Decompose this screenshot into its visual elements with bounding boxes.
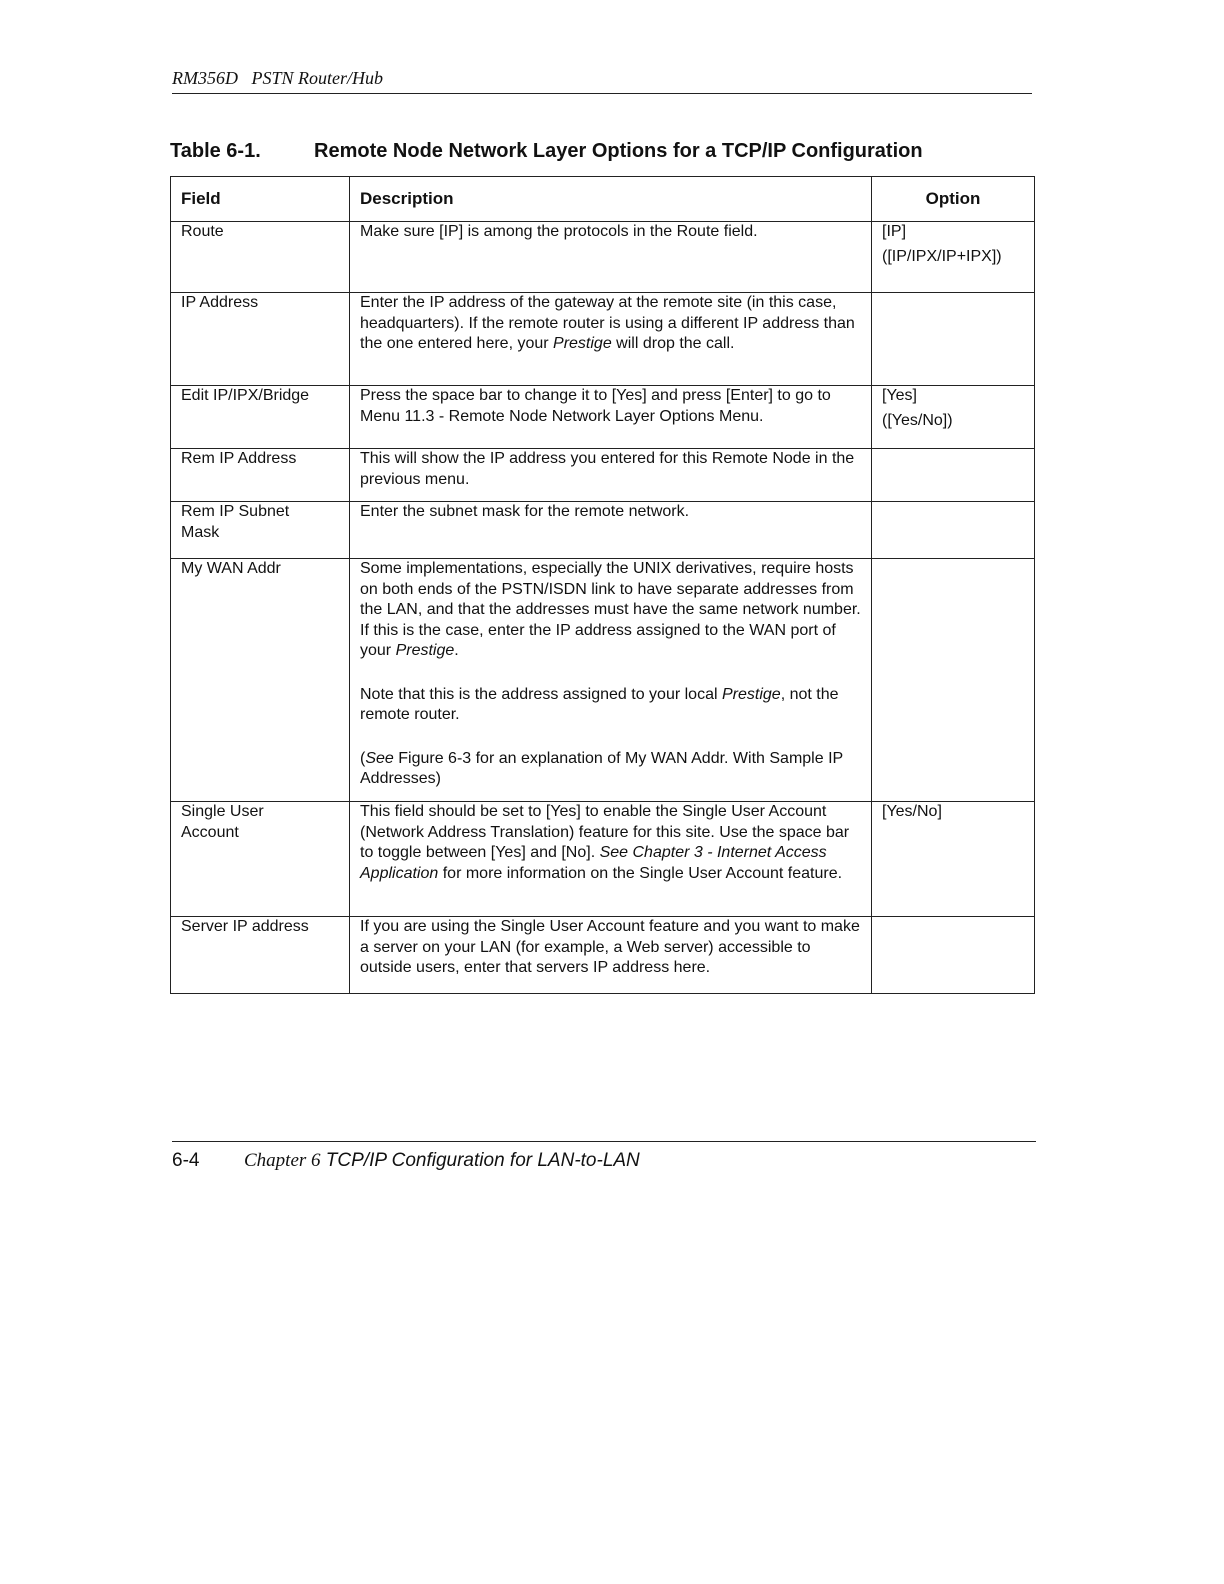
description-text: This field should be set to [Yes] to enable the Single User Account (Network Address Translation) feature for this site. Use the space bar to toggle between [Yes] and [No]. <box>360 803 850 861</box>
running-header: RM356D PSTN Router/Hub <box>172 68 383 88</box>
description-cell: Press the space bar to change it to [Yes] and press [Enter] to go to Menu 11.3 - Remote Node Network Layer Options Menu. <box>350 386 872 449</box>
description-text: will drop the call. <box>611 335 735 352</box>
see-reference: See <box>365 749 394 767</box>
chapter-title: TCP/IP Configuration for LAN-to-LAN <box>320 1150 640 1171</box>
description-text: ( <box>360 749 366 767</box>
field-label-line: Single User <box>181 803 264 820</box>
field-cell <box>171 802 350 917</box>
option-value: [IP] <box>882 223 907 240</box>
column-header-field: Field <box>171 177 350 222</box>
table-row <box>171 386 1035 449</box>
table-title: Remote Node Network Layer Options for a TCP/IP Configuration <box>314 140 923 162</box>
option-cell <box>872 559 1035 802</box>
field-label-line: Mask <box>181 523 220 541</box>
table-caption <box>170 140 923 163</box>
product-name: Prestige <box>395 642 455 659</box>
option-cell: [Yes/No] <box>872 802 1035 917</box>
description-cell <box>350 802 872 917</box>
option-cell <box>872 502 1035 559</box>
field-label-line: Account <box>181 823 239 841</box>
description-text: . <box>454 642 459 659</box>
footer-rule <box>172 1141 1036 1142</box>
chapter-reference: See Chapter 3 - Internet Access Application <box>360 844 827 882</box>
chapter-label: Chapter 6 <box>244 1150 321 1171</box>
option-cell <box>872 917 1035 994</box>
description-cell <box>350 559 872 802</box>
description-cell <box>350 293 872 386</box>
option-cell <box>872 449 1035 502</box>
option-cell <box>872 386 1035 449</box>
field-cell: IP Address <box>171 293 350 386</box>
column-header-option: Option <box>872 177 1035 222</box>
header-rule <box>172 93 1032 94</box>
field-label-line: Rem IP Subnet <box>181 503 290 520</box>
description-cell: If you are using the Single User Account feature and you want to make a server on your LAN (for example, a Web server) accessible to outside users, enter that servers IP address here. <box>350 917 872 994</box>
field-cell <box>171 502 350 559</box>
option-cell <box>872 293 1035 386</box>
field-cell: Rem IP Address <box>171 449 350 502</box>
options-table <box>170 176 1035 994</box>
page-footer <box>172 1150 640 1172</box>
description-cell: Make sure [IP] is among the protocols in the Route field. <box>350 222 872 293</box>
table-row <box>171 293 1035 386</box>
description-text: , not the remote router. <box>360 685 839 723</box>
page-number: 6-4 <box>172 1150 200 1171</box>
table-header-row <box>171 177 1035 222</box>
table-number: Table 6-1. <box>170 140 261 162</box>
description-text: Some implementations, especially the UNIX derivatives, require hosts on both ends of the PSTN/ISDN link to have separate addresses from the LAN, and that the addresses must have the same network number. If this is the case, enter the IP address assigned to the WAN port of your <box>360 560 861 659</box>
table-row <box>171 502 1035 559</box>
field-cell: Route <box>171 222 350 293</box>
table-row <box>171 449 1035 502</box>
field-cell: My WAN Addr <box>171 559 350 802</box>
description-text: Figure 6-3 for an explanation of My WAN Addr. With Sample IP Addresses) <box>360 749 843 787</box>
table-row <box>171 802 1035 917</box>
option-value: [Yes] <box>882 387 917 404</box>
description-cell: This will show the IP address you entered for this Remote Node in the previous menu. <box>350 449 872 502</box>
description-paragraph <box>360 559 861 662</box>
product-name: Prestige <box>721 685 781 703</box>
table-row <box>171 559 1035 802</box>
field-cell: Edit IP/IPX/Bridge <box>171 386 350 449</box>
option-choices: ([Yes/No]) <box>882 411 953 429</box>
description-text: Note that this is the address assigned to your local <box>360 685 722 703</box>
table-row <box>171 917 1035 994</box>
description-text: for more information on the Single User Account feature. <box>438 864 843 882</box>
product-name: Prestige <box>553 335 612 352</box>
description-text: Enter the IP address of the gateway at the remote site (in this case, headquarters). If the remote router is using a different IP address than the one entered here, your <box>360 294 855 352</box>
table-row <box>171 222 1035 293</box>
description-paragraph <box>360 685 861 726</box>
option-cell <box>872 222 1035 293</box>
field-cell: Server IP address <box>171 917 350 994</box>
description-cell: Enter the subnet mask for the remote network. <box>350 502 872 559</box>
option-choices: ([IP/IPX/IP+IPX]) <box>882 247 1002 265</box>
column-header-description: Description <box>350 177 872 222</box>
description-paragraph <box>360 749 861 790</box>
